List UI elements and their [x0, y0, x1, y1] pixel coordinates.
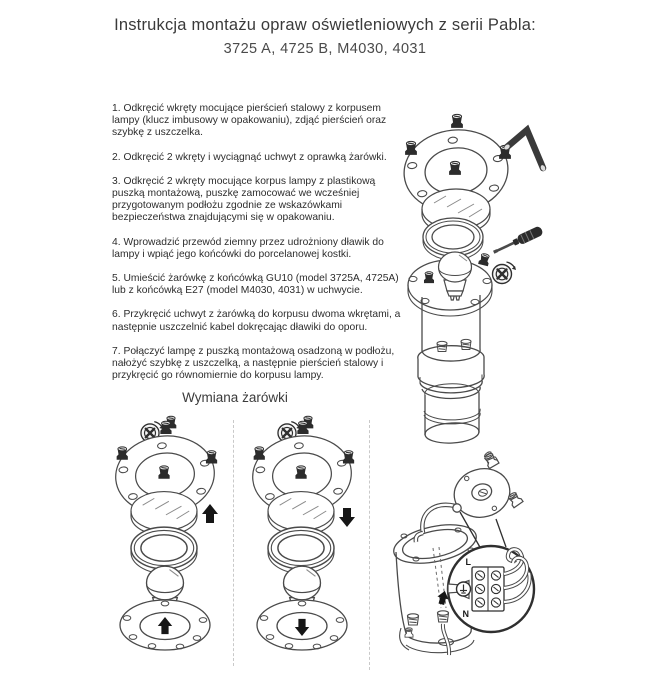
- exploded-view-diagram: [385, 95, 565, 480]
- cable-gland-center: [438, 611, 450, 655]
- live-label: L: [465, 557, 471, 567]
- phillips-screwhead-icon: [493, 262, 517, 284]
- bulb-replacement-step-1-diagram: [100, 415, 233, 665]
- model-list: 3725 A, 4725 B, M4030, 4031: [223, 41, 427, 57]
- cover-screw-top-icon: [483, 452, 499, 469]
- step-6: 6. Przykręcić uchwyt z żarówką do korpusu dwoma wkrętami, a następnie uszczelnić kabel dokręcając dławiki do oporu.: [112, 309, 401, 333]
- wiring-diagram: [385, 440, 563, 677]
- step-1: 1. Odkręcić wkręty mocujące pierścień stalowy z korpusem lampy (klucz imbusowy w opakowaniu), zdjąć pierścień oraz szybkę z uszczelka.: [112, 103, 387, 139]
- bulb-replacement-step-2-diagram: [237, 415, 370, 665]
- step-7: 7. Połączyć lampę z puszką montażową osadzoną w podłożu, nałożyć szybkę z uszczelką, a następnie pierścień stalowy i przykręcić go równomiernie do korpusu lampy.: [112, 345, 395, 382]
- porcelain-cover-disc: [449, 463, 516, 524]
- screwdriver-icon: [492, 225, 544, 256]
- step-2: 2. Odkręcić 2 wkręty i wyciągnąć uchwyt z oprawką żarówki.: [112, 151, 387, 163]
- flange-screw-left-icon: [424, 272, 433, 283]
- neutral-label: N: [462, 609, 469, 619]
- page-title: Instrukcja montażu opraw oświetleniowych z serii Pabla:: [114, 16, 536, 34]
- allen-key-icon: [503, 130, 546, 172]
- terminal-block: [472, 567, 504, 611]
- cable-gland-left: [405, 614, 419, 637]
- step-3: 3. Odkręcić 2 wkręty mocujące korpus lampy z plastikową puszką montażową, puszkę zamocować we wcześniej przygotowanym podłożu zgodnie ze wskazówkami bezpieczeństwa znajdującymi się w opakowaniu.: [112, 175, 376, 224]
- terminal-detail-circle: [448, 546, 534, 632]
- instruction-steps: [112, 103, 406, 394]
- arrow-down-icon: [339, 508, 355, 527]
- lamp-body: [418, 295, 484, 444]
- step-4: 4. Wprowadzić przewód ziemny przez udrożniony dławik do lampy i wpiąć jego końcówki do porcelanowej kostki.: [112, 236, 384, 260]
- bulb-replacement-heading: Wymiana żarówki: [182, 390, 288, 405]
- arrow-up-icon: [202, 504, 218, 523]
- flange-screw-right-icon: [479, 253, 491, 266]
- step-5: 5. Umieścić żarówkę z końcówką GU10 (model 3725A, 4725A) lub z końcówką E27 (model M4030, 4031) w uchwycie.: [112, 273, 399, 297]
- panel-divider-left: [233, 420, 234, 666]
